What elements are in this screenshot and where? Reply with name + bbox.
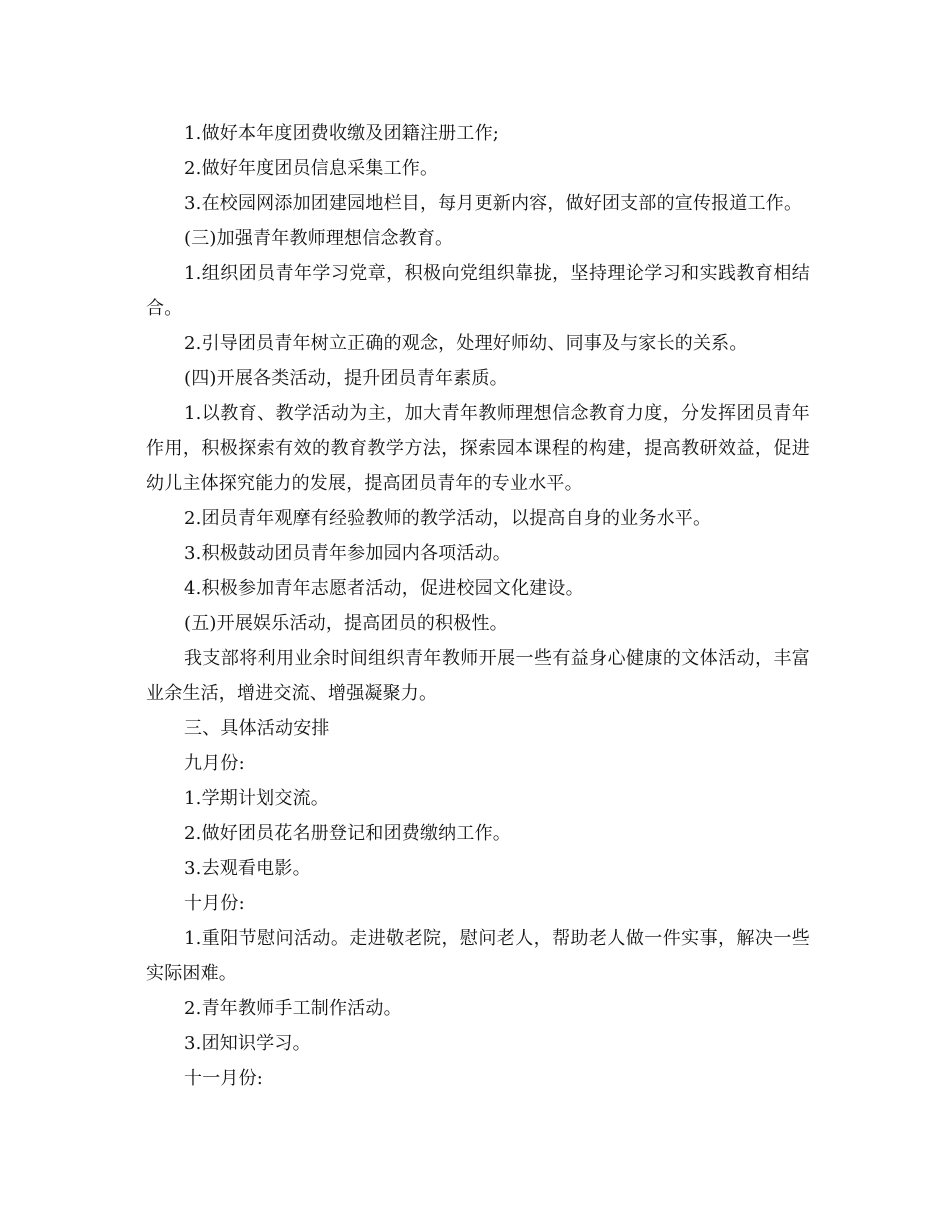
month-heading: 九月份: [184,753,245,774]
month-heading: 十一月份: [184,1068,264,1089]
paragraph: 1.以教育、教学活动为主，加大青年教师理想信念教育力度，分发挥团员青年作用，积极探索有效的教育教学方法，探索园本课程的构建，提高教研效益，促进幼儿主体探究能力的发展，提高团员青年的专业水平。 [146,403,810,494]
month-heading: 十月份: [184,893,245,914]
document-body [146,116,810,1096]
section-heading: (三)加强青年教师理想信念教育。 [184,228,454,249]
paragraph: 2.青年教师手工制作活动。 [184,998,402,1019]
paragraph: 1.重阳节慰问活动。走进敬老院，慰问老人，帮助老人做一件实事，解决一些实际困难。 [146,928,810,984]
paragraph: 3.团知识学习。 [184,1033,311,1054]
paragraph: 4.积极参加青年志愿者活动，促进校园文化建设。 [184,578,584,599]
section-heading: 三、具体活动安排 [184,718,330,739]
paragraph: 3.在校园网添加团建园地栏目，每月更新内容，做好团支部的宣传报道工作。 [184,193,803,214]
paragraph: 3.积极鼓动团员青年参加园内各项活动。 [184,543,511,564]
paragraph: 2.引导团员青年树立正确的观念，处理好师幼、同事及与家长的关系。 [184,333,748,354]
paragraph: 1.组织团员青年学习党章，积极向党组织靠拢，坚持理论学习和实践教育相结合。 [146,263,810,319]
paragraph: 2.团员青年观摩有经验教师的教学活动，以提高自身的业务水平。 [184,508,712,529]
section-heading: (五)开展娱乐活动，提高团员的积极性。 [184,613,508,634]
paragraph: 我支部将利用业余时间组织青年教师开展一些有益身心健康的文体活动，丰富业余生活，增进交流、增强凝聚力。 [146,648,810,704]
paragraph: 1.学期计划交流。 [184,788,329,809]
section-heading: (四)开展各类活动，提升团员青年素质。 [184,368,508,389]
paragraph: 2.做好年度团员信息采集工作。 [184,158,439,179]
paragraph: 3.去观看电影。 [184,858,311,879]
paragraph: 2.做好团员花名册登记和团费缴纳工作。 [184,823,511,844]
paragraph: 1.做好本年度团费收缴及团籍注册工作; [184,123,500,144]
